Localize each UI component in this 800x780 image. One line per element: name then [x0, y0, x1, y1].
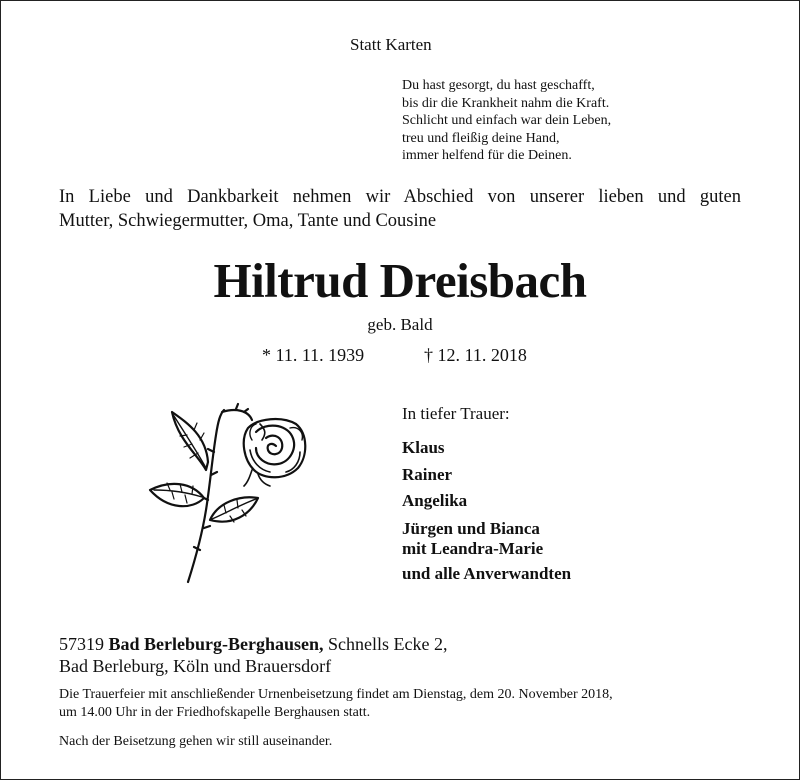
address-line2: Bad Berleburg, Köln und Brauersdorf [59, 656, 332, 676]
mourner-name: Rainer [402, 464, 453, 484]
mourner-name: Jürgen und Bianca [402, 518, 540, 538]
mourner-name: Klaus [402, 438, 445, 457]
address-block [59, 633, 448, 677]
mourner-list [402, 435, 571, 587]
mourner-name: Angelika [402, 491, 468, 510]
closing-text: Nach der Beisetzung gehen wir still auseinander. [59, 734, 333, 749]
intro-line: Mutter, Schwiegermutter, Oma, Tante und Cousine [59, 211, 437, 231]
mourner-name: und alle Anverwandten [402, 563, 572, 583]
intro-line: In Liebe und Dankbarkeit nehmen wir Abschied von unserer lieben und guten [59, 187, 741, 207]
poem-line: Du hast gesorgt, du hast geschafft, [402, 78, 595, 93]
mourning-heading: In tiefer Trauer: [402, 404, 510, 423]
deceased-name: Hiltrud Dreisbach [213, 253, 587, 308]
poem-line: treu und fleißig deine Hand, [402, 130, 560, 146]
death-date: † 12. 11. 2018 [424, 345, 527, 365]
poem-line: immer helfend für die Deinen. [402, 148, 572, 163]
funeral-line: Die Trauerfeier mit anschließender Urnenbeisetzung findet am Dienstag, dem 20. November 2018, [59, 687, 613, 702]
funeral-info [59, 686, 613, 722]
funeral-line: um 14.00 Uhr in der Friedhofskapelle Berghausen statt. [59, 705, 371, 720]
mourner-name: mit Leandra-Marie [402, 538, 544, 558]
rose-icon [140, 400, 315, 590]
statt-karten-heading: Statt Karten [350, 35, 432, 54]
address-city: Bad Berleburg-Berghausen, [108, 634, 324, 654]
poem-line: bis dir die Krankheit nahm die Kraft. [402, 95, 610, 111]
birth-date: * 11. 11. 1939 [262, 345, 365, 365]
intro-text [59, 185, 741, 233]
maiden-name: geb. Bald [367, 315, 433, 334]
address-street: Schnells Ecke 2, [328, 634, 448, 654]
postal-code: 57319 [59, 634, 104, 654]
poem [402, 77, 611, 165]
poem-line: Schlicht und einfach war dein Leben, [402, 113, 612, 128]
